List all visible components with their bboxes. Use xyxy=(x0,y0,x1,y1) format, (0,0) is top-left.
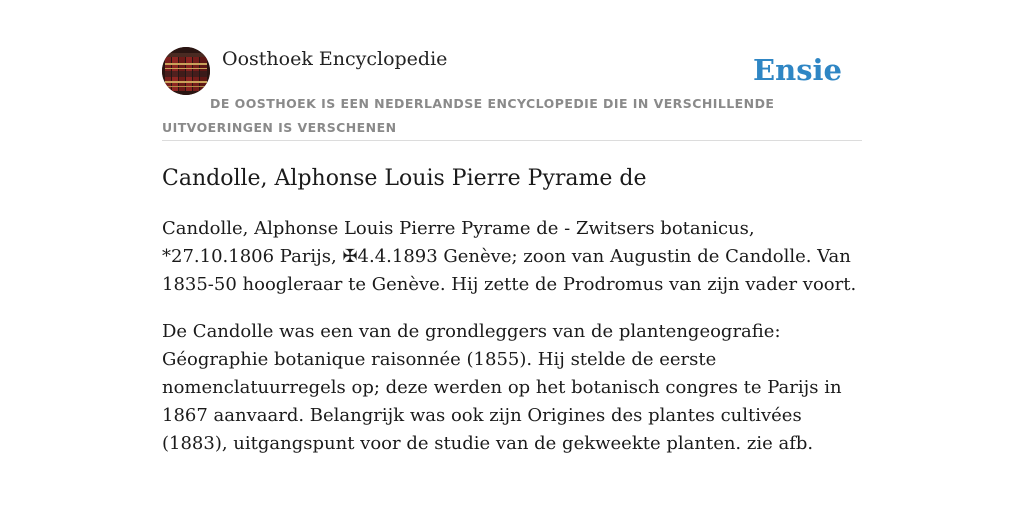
brand-logo[interactable]: Ensie xyxy=(753,53,842,87)
article xyxy=(162,160,862,458)
article-paragraph: De Candolle was een van de grondleggers van de plantengeografie: Géographie botanique raisonnée (1855). Hij stelde de eerste nomenclatuurregels op; deze werden op het botanisch congres te Parijs in 1867 aanvaard. Belangrijk was ook zijn Origines des plantes cultivées (1883), uitgangspunt voor de studie van de gekweekte planten. zie afb. xyxy=(162,321,842,454)
article-paragraph: Candolle, Alphonse Louis Pierre Pyrame de - Zwitsers botanicus, *27.10.1806 Parijs, ✠4.4.1893 Genève; zoon van Augustin de Candolle. Van 1835-50 hoogleraar te Genève. Hij zette de Prodromus van zijn vader voort. xyxy=(162,218,857,295)
site-tagline: DE OOSTHOEK IS EEN NEDERLANDSE ENCYCLOPEDIE DIE IN VERSCHILLENDE UITVOERINGEN IS VERSCHENEN xyxy=(162,96,775,135)
site-title[interactable]: Oosthoek Encyclopedie xyxy=(222,48,448,70)
books-icon[interactable] xyxy=(162,47,210,95)
site-header xyxy=(162,46,862,141)
article-title: Candolle, Alphonse Louis Pierre Pyrame de xyxy=(162,166,647,191)
